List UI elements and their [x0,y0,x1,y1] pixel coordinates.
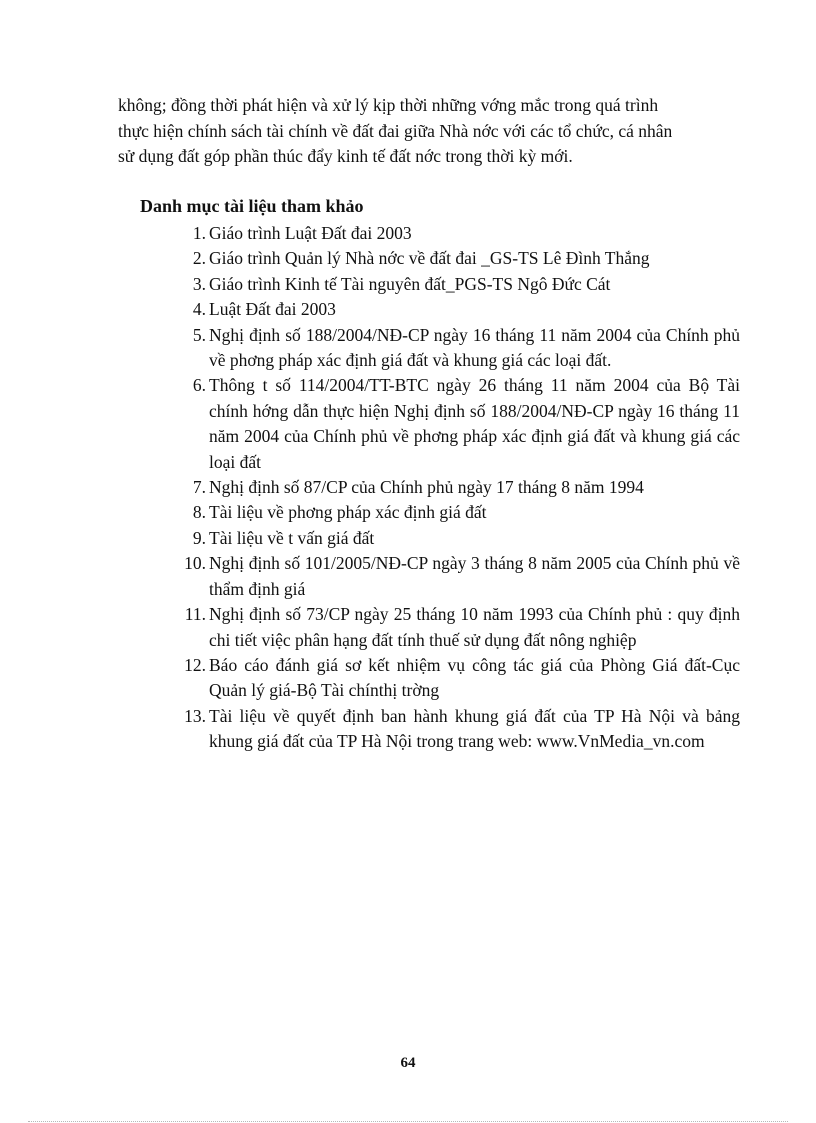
page-bottom-divider [28,1121,788,1122]
reference-number: 7. [192,477,206,498]
reference-text: Tài liệu về quyết định ban hành khung giá đất của TP Hà Nội và bảng khung giá đất của TP Hà Nội trong trang web: www.VnMedia_vn.com [209,705,740,752]
reference-item [160,602,740,653]
reference-number: 6. [192,375,206,396]
reference-text: Tài liệu về t vấn giá đất [209,527,375,548]
reference-item [160,373,740,475]
reference-item [160,500,740,525]
reference-item [160,551,740,602]
reference-text: Nghị định số 101/2005/NĐ-CP ngày 3 tháng 8 năm 2005 của Chính phủ về thẩm định giá [209,553,740,599]
reference-text: Báo cáo đánh giá sơ kết nhiệm vụ công tác giá của Phòng Giá đất-Cục Quản lý giá-Bộ Tài chínthị trờng [209,654,740,701]
intro-line: thực hiện chính sách tài chính về đất đai giữa Nhà nớc với các tổ chức, cá nhân [118,120,673,141]
reference-text: Nghị định số 87/CP của Chính phủ ngày 17 tháng 8 năm 1994 [209,477,644,498]
reference-number: 3. [192,273,206,294]
reference-number: 11. [184,604,206,625]
reference-text: Giáo trình Kinh tế Tài nguyên đất_PGS-TS Ngô Đức Cát [209,273,611,294]
reference-text: Luật Đất đai 2003 [209,299,336,320]
reference-item [160,272,740,297]
reference-number: 2. [192,248,206,269]
reference-number: 10. [184,553,206,574]
intro-line: không; đồng thời phát hiện và xử lý kịp thời những vớng mắc trong quá trình [118,95,659,115]
reference-number: 1. [192,223,206,243]
reference-text: Nghị định số 188/2004/NĐ-CP ngày 16 tháng 11 năm 2004 của Chính phủ về phơng pháp xác định giá đất và khung giá các loại đất. [209,324,740,371]
reference-number: 8. [192,502,206,523]
reference-item [160,475,740,500]
reference-item [160,246,740,271]
references-list [160,221,740,755]
reference-item [160,221,740,246]
references-heading: Danh mục tài liệu tham khảo [140,196,364,216]
intro-line: sử dụng đất góp phần thúc đẩy kinh tế đất nớc trong thời kỳ mới. [118,146,573,166]
reference-text: Tài liệu về phơng pháp xác định giá đất [209,502,487,523]
reference-item [160,323,740,374]
reference-number: 12. [184,654,206,675]
intro-paragraph [118,93,738,170]
reference-text: Giáo trình Luật Đất đai 2003 [209,223,412,243]
reference-text: Thông t số 114/2004/TT-BTC ngày 26 tháng 11 năm 2004 của Bộ Tài chính hớng dẫn thực hiện Nghị định số 188/2004/NĐ-CP ngày 16 tháng 11 năm 2004 của Chính phủ về phơng pháp xác định giá đất và khung giá các loại đất [209,375,740,472]
reference-item [160,653,740,704]
reference-number: 4. [192,299,206,320]
reference-item [160,704,740,755]
reference-number: 9. [192,527,206,548]
reference-item [160,526,740,551]
page-number: 64 [400,1055,416,1071]
reference-item [160,297,740,322]
reference-text: Giáo trình Quản lý Nhà nớc về đất đai _GS-TS Lê Đình Thắng [209,248,650,269]
reference-text: Nghị định số 73/CP ngày 25 tháng 10 năm 1993 của Chính phủ : quy định chi tiết việc phân hạng đất tính thuế sử dụng đất nông nghiệp [209,604,740,650]
reference-number: 13. [184,705,206,726]
reference-number: 5. [192,324,206,345]
